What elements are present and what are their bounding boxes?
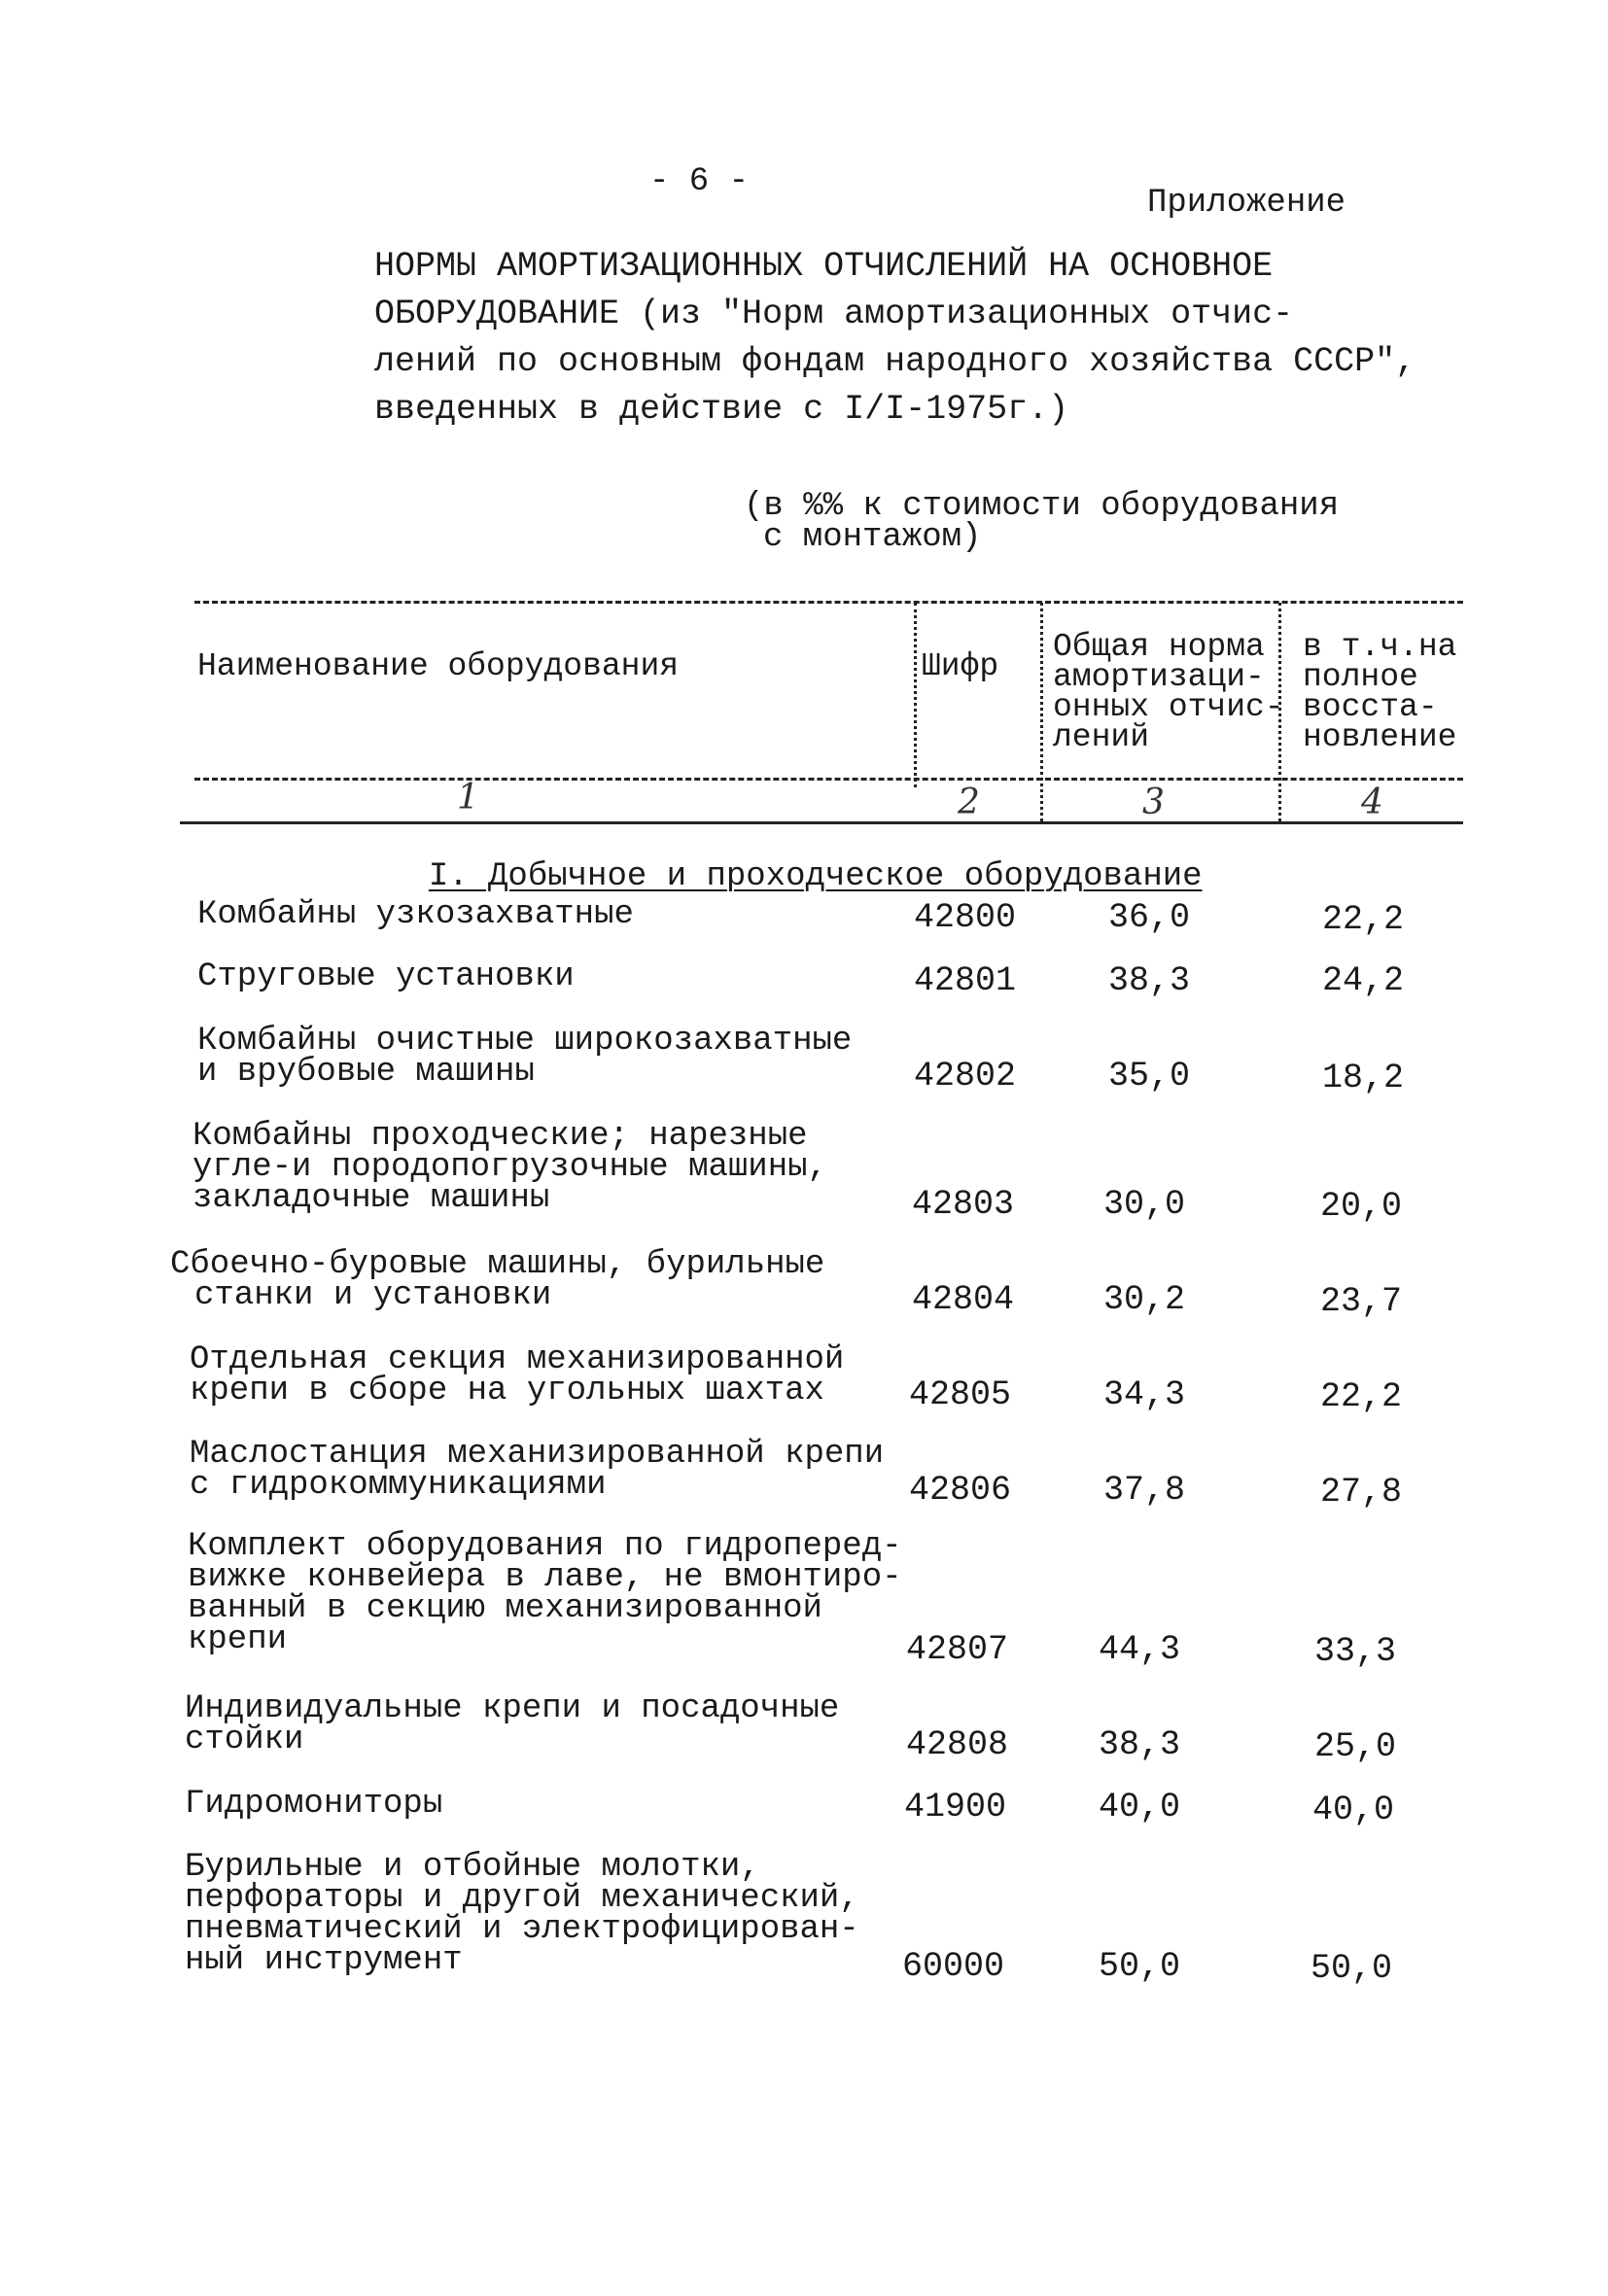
header-line: онных отчис- bbox=[1053, 689, 1284, 725]
row-total: 34,3 bbox=[1103, 1375, 1186, 1414]
header-full-restoration bbox=[1303, 629, 1457, 755]
header-bottom-rule bbox=[194, 778, 1463, 781]
title-line: лений по основным фондам народного хозяйства СССР", bbox=[374, 342, 1416, 381]
column-number: 2 bbox=[958, 783, 980, 822]
row-code: 42806 bbox=[909, 1471, 1012, 1510]
row-name-line: Индивидуальные крепи и посадочные bbox=[185, 1690, 840, 1727]
row-restore: 24,2 bbox=[1322, 961, 1405, 1000]
row-name-line: перфораторы и другой механический, bbox=[185, 1880, 859, 1917]
row-code: 42802 bbox=[914, 1057, 1017, 1096]
row-name-line: вижке конвейера в лаве, не вмонтиро- bbox=[188, 1559, 902, 1596]
row-name-line: Комбайны проходческие; нарезные bbox=[192, 1118, 808, 1155]
row-name-line: Маслостанция механизированной крепи bbox=[190, 1436, 885, 1473]
row-name-line: Струговые установки bbox=[197, 958, 575, 995]
units-note bbox=[744, 488, 1340, 556]
row-total: 30,0 bbox=[1103, 1185, 1186, 1224]
row-restore: 22,2 bbox=[1322, 900, 1405, 939]
row-name-line: станки и установки bbox=[194, 1277, 552, 1314]
row-name bbox=[197, 958, 575, 995]
row-name bbox=[185, 1690, 840, 1758]
row-name-line: Гидромониторы bbox=[185, 1786, 443, 1823]
row-name-line: стойки bbox=[185, 1722, 304, 1758]
row-name-line: Бурильные и отбойные молотки, bbox=[185, 1849, 760, 1886]
row-total: 38,3 bbox=[1099, 1725, 1181, 1764]
row-code: 42804 bbox=[912, 1280, 1015, 1319]
row-name-line: угле-и породопогрузочные машины, bbox=[192, 1149, 827, 1186]
row-total: 50,0 bbox=[1099, 1947, 1181, 1986]
row-total: 44,3 bbox=[1099, 1630, 1181, 1669]
row-name bbox=[185, 1849, 859, 1979]
row-restore: 40,0 bbox=[1312, 1791, 1395, 1829]
row-total: 38,3 bbox=[1108, 961, 1191, 1000]
row-total: 35,0 bbox=[1108, 1057, 1191, 1096]
units-note-line: с монтажом) bbox=[763, 519, 982, 556]
row-restore: 27,8 bbox=[1320, 1473, 1403, 1512]
row-code: 60000 bbox=[902, 1947, 1005, 1986]
row-code: 42807 bbox=[906, 1630, 1009, 1669]
section-title: I. Добычное и проходческое оборудование bbox=[428, 858, 1203, 895]
header-line: амортизаци- bbox=[1053, 659, 1265, 695]
header-total-norm bbox=[1053, 629, 1284, 755]
row-code: 42808 bbox=[906, 1725, 1009, 1764]
units-note-line: (в %% к стоимости оборудования bbox=[744, 488, 1340, 525]
header-code: Шифр bbox=[922, 648, 999, 684]
row-name bbox=[197, 1023, 853, 1091]
row-name-line: Отдельная секция механизированной bbox=[190, 1341, 845, 1378]
title-line: введенных в действие с I/I-1975г.) bbox=[374, 390, 1069, 429]
header-line: новление bbox=[1303, 719, 1457, 755]
header-line: полное bbox=[1303, 659, 1418, 695]
row-name-line: пневматический и электрофицирован- bbox=[185, 1911, 859, 1948]
row-name-line: закладочные машины bbox=[192, 1180, 550, 1217]
row-name-line: крепи в сборе на угольных шахтах bbox=[190, 1373, 824, 1409]
header-line: восста- bbox=[1303, 689, 1438, 725]
row-name-line: Комбайны очистные широкозахватные bbox=[197, 1023, 853, 1060]
row-code: 42801 bbox=[914, 961, 1017, 1000]
row-restore: 22,2 bbox=[1320, 1377, 1403, 1416]
row-name bbox=[197, 896, 634, 933]
row-total: 40,0 bbox=[1099, 1788, 1181, 1826]
row-name bbox=[190, 1436, 885, 1504]
header-line: в т.ч.на bbox=[1303, 629, 1457, 665]
row-code: 42803 bbox=[912, 1185, 1015, 1224]
row-code: 41900 bbox=[904, 1788, 1007, 1826]
row-code: 42805 bbox=[909, 1375, 1012, 1414]
row-name-line: Комплект оборудования по гидроперед- bbox=[188, 1528, 902, 1565]
document-title bbox=[374, 243, 1416, 434]
row-code: 42800 bbox=[914, 898, 1017, 937]
row-name-line: с гидрокоммуникациями bbox=[190, 1467, 607, 1504]
header-line: Общая норма bbox=[1053, 629, 1265, 665]
row-total: 37,8 bbox=[1103, 1471, 1186, 1510]
row-restore: 23,7 bbox=[1320, 1282, 1403, 1321]
row-total: 30,2 bbox=[1103, 1280, 1186, 1319]
row-name-line: Комбайны узкозахватные bbox=[197, 896, 634, 933]
column-separator bbox=[1040, 603, 1043, 821]
column-separator bbox=[914, 603, 917, 787]
row-restore: 25,0 bbox=[1314, 1727, 1397, 1766]
row-name-line: ный инструмент bbox=[185, 1942, 463, 1979]
title-line: НОРМЫ АМОРТИЗАЦИОННЫХ ОТЧИСЛЕНИЙ НА ОСНОВНОЕ bbox=[374, 247, 1274, 286]
row-name-line: и врубовые машины bbox=[197, 1054, 535, 1091]
header-line: лений bbox=[1053, 719, 1150, 755]
row-name bbox=[170, 1246, 825, 1314]
row-name bbox=[188, 1528, 902, 1658]
row-name bbox=[192, 1118, 827, 1217]
row-name-line: ванный в секцию механизированной bbox=[188, 1590, 822, 1627]
row-name-line: Сбоечно-буровые машины, бурильные bbox=[170, 1246, 825, 1283]
table-top-rule bbox=[194, 601, 1463, 604]
row-restore: 50,0 bbox=[1311, 1949, 1393, 1988]
row-name bbox=[190, 1341, 845, 1409]
column-number: 3 bbox=[1142, 783, 1165, 822]
column-number: 1 bbox=[457, 778, 479, 818]
row-restore: 33,3 bbox=[1314, 1632, 1397, 1671]
row-name-line: крепи bbox=[188, 1621, 288, 1658]
row-total: 36,0 bbox=[1108, 898, 1191, 937]
page-number: - 6 - bbox=[649, 163, 750, 200]
title-line: ОБОРУДОВАНИЕ (из "Норм амортизационных отчис- bbox=[374, 295, 1294, 333]
row-restore: 18,2 bbox=[1322, 1059, 1405, 1097]
header-name: Наименование оборудования bbox=[197, 648, 680, 684]
appendix-label: Приложение bbox=[1147, 185, 1346, 222]
row-name bbox=[185, 1786, 442, 1823]
column-number: 4 bbox=[1361, 783, 1383, 822]
row-restore: 20,0 bbox=[1320, 1187, 1403, 1226]
